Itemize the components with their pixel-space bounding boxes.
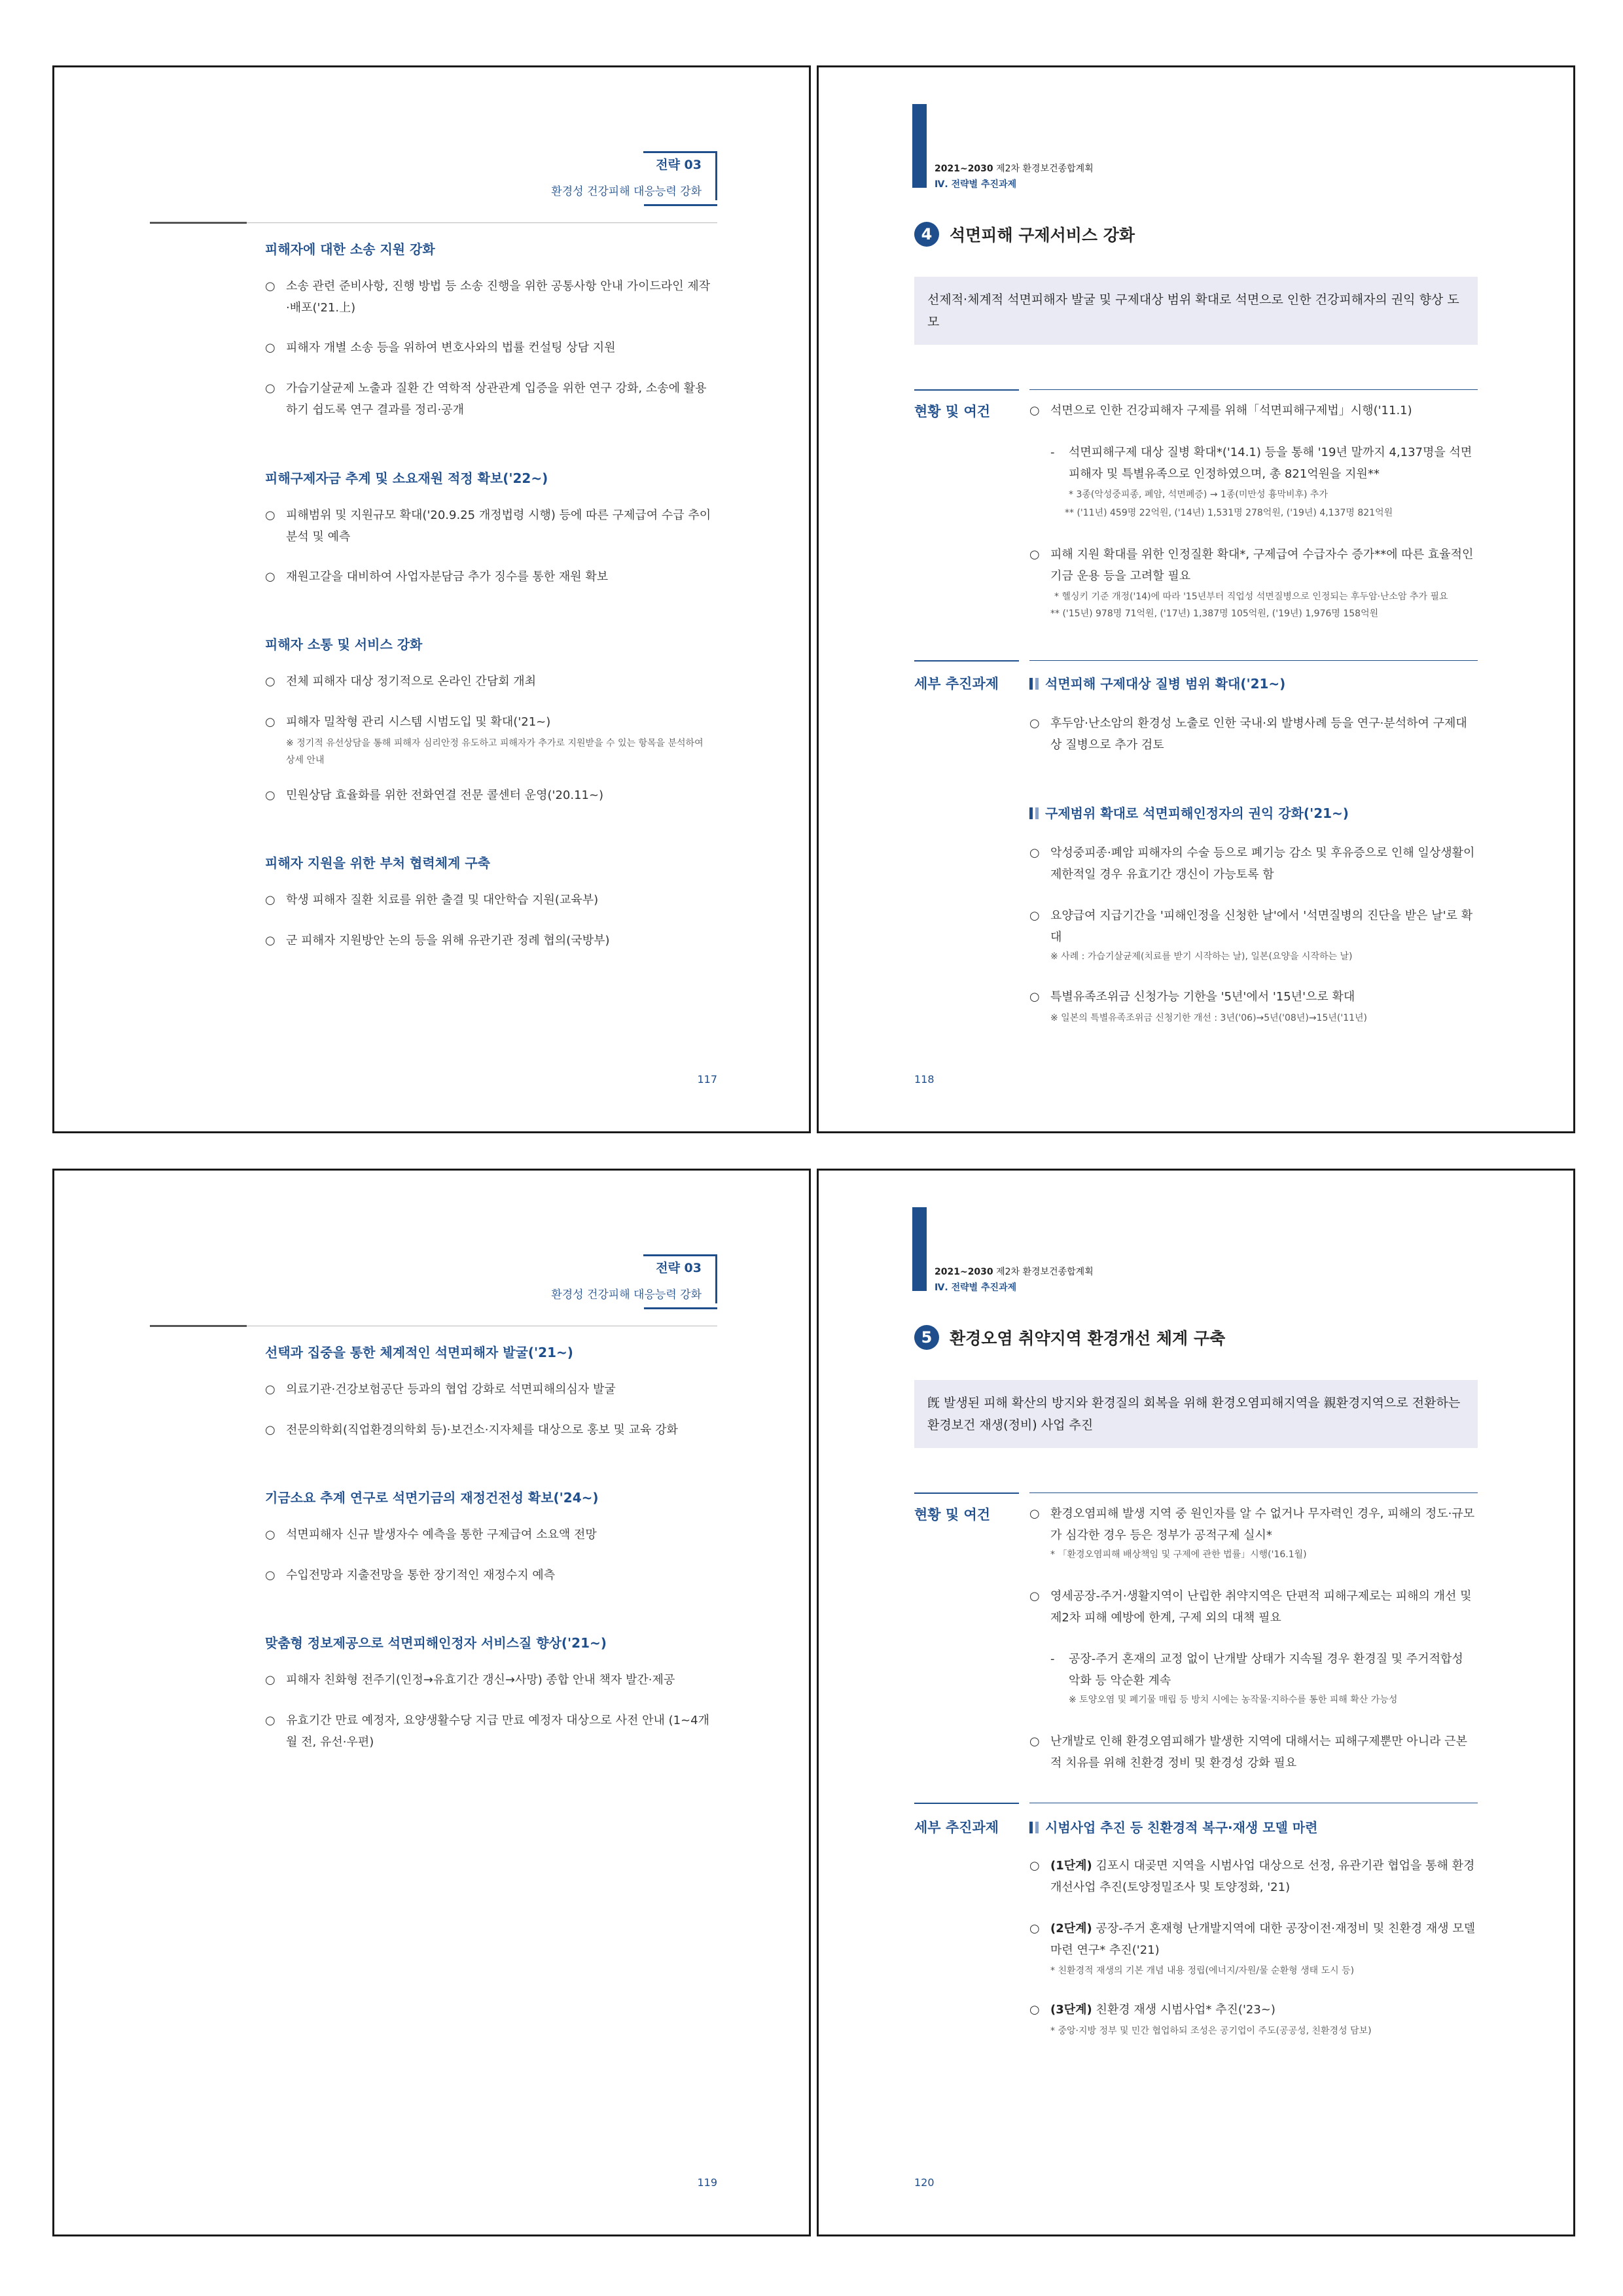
bullet-icon: ○	[1029, 404, 1040, 417]
bullet-icon: ○	[265, 934, 276, 947]
task-title	[914, 1325, 1225, 1350]
list-item: ○ 요양급여 지급기간을 '피해인정을 신청한 날'에서 '석면질병의 진단을 받은 날'로 확대	[1029, 905, 1478, 948]
section-title: 선택과 집중을 통한 체계적인 석면피해자 발굴('21~)	[265, 1345, 573, 1360]
header-bar	[644, 1307, 717, 1309]
section-title: 맞춤형 정보제공으로 석면피해인정자 서비스질 향상('21~)	[265, 1635, 607, 1651]
subtask-title: 석면피해 구제대상 질병 범위 확대('21~)	[1029, 673, 1285, 692]
footnote: * 중앙·지방 정부 및 민간 협업하되 조성은 공기업이 주도(공공성, 친환경성 담보)	[1050, 2026, 1372, 2036]
bullet-icon: ○	[265, 1673, 276, 1687]
list-item: ○ 영세공장-주거·생활지역이 난립한 취약지역은 단편적 피해구제로는 피해의 개선 및 제2차 피해 예방에 한계, 구제 외의 대책 필요	[1029, 1585, 1478, 1629]
chapter-label: Ⅳ. 전략별 추진과제	[935, 1282, 1017, 1293]
bullet-icon: ○	[265, 1383, 276, 1396]
page-117	[52, 65, 811, 1133]
bullet-icon: ○	[1029, 548, 1040, 561]
list-item: ○ 의료기관·건강보험공단 등과의 협업 강화로 석면피해의심자 발굴	[265, 1379, 713, 1400]
bullet-icon: ○	[1029, 1589, 1040, 1603]
section-label-status: 현황 및 여건	[914, 1507, 991, 1523]
bullet-icon: ○	[265, 675, 276, 688]
footnote: * 「환경오염피해 배상책임 및 구제에 관한 법률」시행('16.1월)	[1050, 1549, 1307, 1560]
bullet-icon: ○	[1029, 716, 1040, 730]
list-item: ○ 재원고갈을 대비하여 사업자분담금 추가 징수를 통한 재원 확보	[265, 566, 713, 588]
plan-name: 제2차 환경보건종합계획	[996, 164, 1094, 174]
list-item: ○ 학생 피해자 질환 치료를 위한 출결 및 대안학습 지원(교육부)	[265, 889, 713, 911]
summary-box: 선제적·체계적 석면피해자 발굴 및 구제대상 범위 확대로 석면으로 인한 건강피해자의 권익 향상 도모	[914, 277, 1478, 345]
footnote: ※ 토양오염 및 폐기물 매립 등 방치 시에는 농작물·지하수를 통한 피해 확산 가능성	[1069, 1695, 1398, 1705]
bullet-icon: ○	[1029, 1735, 1040, 1748]
section-title: 피해자에 대한 소송 지원 강화	[265, 241, 435, 257]
page-number: 117	[697, 1073, 717, 1086]
header-frame	[643, 151, 717, 200]
section-rule	[1029, 660, 1478, 661]
footnote: ** ('11년) 459명 22억원, ('14년) 1,531명 278억원, ('19년) 4,137명 821억원	[1065, 508, 1393, 518]
footnote: ※ 정기적 유선상담을 통해 피해자 심리안정 유도하고 피해자가 추가로 지원받을 수 있는 항목을 분석하여 상세 안내	[286, 738, 704, 766]
header-rule	[150, 222, 717, 223]
plan-years: 2021~2030	[935, 164, 993, 174]
footnote: * 헬싱키 기준 개정('14)에 따라 '15년부터 직업성 석면질병으로 인정되는 후두암·난소암 추가 필요	[1054, 592, 1448, 602]
bullet-icon: ○	[1029, 846, 1040, 860]
section-label-tasks: 세부 추진과제	[914, 676, 999, 692]
bullet-icon: ○	[265, 715, 276, 729]
bullet-icon: ○	[1029, 1507, 1040, 1521]
footnote: ※ 사례 : 가습기살균제(치료를 받기 시작하는 날), 일본(요양을 시작하는 날)	[1050, 951, 1353, 962]
bullet-icon: ○	[265, 341, 276, 355]
list-item: ○ 피해범위 및 지원규모 확대('20.9.25 개정법령 시행) 등에 따른 구제급여 수급 추이 분석 및 예측	[265, 504, 713, 548]
list-item: ○ 피해 지원 확대를 위한 인정질환 확대*, 구제급여 수급자수 증가**에 따른 효율적인 기금 운용 등을 고려할 필요	[1029, 544, 1478, 587]
page-118	[817, 65, 1575, 1133]
task-heading: 환경오염 취약지역 환경개선 체계 구축	[950, 1329, 1226, 1348]
section-rule	[1029, 389, 1478, 390]
strategy-tag: 전략 03	[656, 158, 702, 172]
summary-box: 旣 발생된 피해 확산의 방지와 환경질의 회복을 위해 환경오염피해지역을 親환경지역으로 전환하는 환경보건 재생(정비) 사업 추진	[914, 1380, 1478, 1448]
step-item: ○ (2단계) 공장-주거 혼재형 난개발지역에 대한 공장이전·재정비 및 친환경 재생 모델 마련 연구* 추진('21)	[1029, 1918, 1478, 1961]
bullet-icon: ○	[265, 788, 276, 802]
bullet-icon: ○	[265, 1423, 276, 1437]
bullet-icon: ○	[1029, 1859, 1040, 1873]
strategy-header	[551, 151, 717, 203]
subtask-title: 구제범위 확대로 석면피해인정자의 권익 강화('21~)	[1029, 803, 1349, 822]
footnote: * 친환경적 재생의 기본 개념 내용 정립(에너지/자원/물 순환형 생태 도시 등)	[1050, 1966, 1355, 1976]
step-item: ○ (1단계) 김포시 대곶면 지역을 시범사업 대상으로 선정, 유관기관 협업을 통해 환경개선사업 추진(토양정밀조사 및 토양정화, '21)	[1029, 1855, 1478, 1898]
footnote: ** ('15년) 978명 71억원, ('17년) 1,387명 105억원, ('19년) 1,976명 158억원	[1050, 609, 1379, 619]
subtask-title: 시범사업 추진 등 친환경적 복구·재생 모델 마련	[1029, 1817, 1317, 1836]
task-number: 4	[914, 222, 939, 247]
bullet-icon: ○	[1029, 2003, 1040, 2017]
page-120	[817, 1169, 1575, 2236]
bullet-icon: ○	[265, 570, 276, 584]
list-item: ○ 석면으로 인한 건강피해자 구제를 위해「석면피해구제법」시행('11.1)	[1029, 400, 1478, 421]
list-item: ○ 악성중피종·폐암 피해자의 수술 등으로 폐기능 감소 및 후유증으로 인해 일상생활이 제한적일 경우 유효기간 갱신이 가능토록 함	[1029, 842, 1478, 885]
page-119	[52, 1169, 811, 2236]
section-rule	[914, 1492, 1019, 1494]
list-item: ○ 피해자 친화형 전주기(인정→유효기간 갱신→사망) 종합 안내 책자 발간·제공	[265, 1669, 713, 1691]
strategy-tag: 전략 03	[656, 1261, 702, 1275]
section-title: 피해자 지원을 위한 부처 협력체계 구축	[265, 855, 490, 871]
bullet-icon: ○	[265, 1568, 276, 1582]
plan-years: 2021~2030	[935, 1267, 993, 1277]
bullet-icon: ○	[265, 279, 276, 293]
header-block	[912, 104, 927, 188]
list-item: ○ 환경오염피해 발생 지역 중 원인자를 알 수 없거나 무자력인 경우, 피해의 정도·규모가 심각한 경우 등은 정부가 공적구제 실시*	[1029, 1503, 1478, 1546]
step-item: ○ (3단계) 친환경 재생 시범사업* 추진('23~)	[1029, 1999, 1478, 2021]
list-item: ○ 난개발로 인해 환경오염피해가 발생한 지역에 대해서는 피해구제뿐만 아니라 근본적 치유를 위해 친환경 정비 및 환경성 강화 필요	[1029, 1731, 1478, 1774]
list-item: ○ 전문의학회(직업환경의학회 등)·보건소·지자체를 대상으로 홍보 및 교육 강화	[265, 1419, 713, 1441]
header-block	[912, 1207, 927, 1291]
list-item: ○ 특별유족조위금 신청가능 기한을 '5년'에서 '15년'으로 확대	[1029, 986, 1478, 1008]
list-item: ○ 가습기살균제 노출과 질환 간 역학적 상관관계 입증을 위한 연구 강화, 소송에 활용하기 쉽도록 연구 결과를 정리·공개	[265, 378, 713, 421]
chapter-label: Ⅳ. 전략별 추진과제	[935, 179, 1017, 190]
section-title: 피해자 소통 및 서비스 강화	[265, 637, 423, 652]
list-item: ○ 피해자 밀착형 관리 시스템 시범도입 및 확대('21~)	[265, 711, 713, 733]
task-heading: 석면피해 구제서비스 강화	[950, 226, 1135, 245]
task-title	[914, 222, 1135, 247]
page-number: 118	[914, 1073, 935, 1086]
list-item: ○ 후두암·난소암의 환경성 노출로 인한 국내·외 발병사례 등을 연구·분석하여 구제대상 질병으로 추가 검토	[1029, 713, 1478, 756]
footnote: * 3종(악성중피종, 폐암, 석면폐증) → 1종(미만성 흉막비후) 추가	[1069, 489, 1328, 500]
bullet-icon: ○	[1029, 909, 1040, 923]
section-rule	[914, 660, 1019, 662]
list-item: ○ 유효기간 만료 예정자, 요양생활수당 지급 만료 예정자 대상으로 사전 안내 (1~4개월 전, 유선·우편)	[265, 1710, 713, 1753]
page-number: 119	[697, 2176, 717, 2189]
section-rule	[914, 389, 1019, 391]
section-rule	[1029, 1492, 1478, 1493]
footnote: ※ 일본의 특별유족조위금 신청기한 개선 : 3년('06)→5년('08년)→15년('11년)	[1050, 1013, 1368, 1023]
dash-item: - 공장-주거 혼재의 교정 없이 난개발 상태가 지속될 경우 환경질 및 주거적합성 악화 등 악순환 계속	[1050, 1652, 1463, 1687]
list-item: ○ 전체 피해자 대상 정기적으로 온라인 간담회 개최	[265, 671, 713, 692]
section-label-status: 현황 및 여건	[914, 404, 991, 419]
header-bar	[644, 204, 717, 206]
page-number: 120	[914, 2176, 935, 2189]
list-item: ○ 석면피해자 신규 발생자수 예측을 통한 구제급여 소요액 전망	[265, 1524, 713, 1545]
bullet-icon: ○	[265, 508, 276, 522]
bullet-icon: ○	[1029, 1922, 1040, 1935]
section-rule	[914, 1803, 1019, 1804]
bullet-icon: ○	[1029, 990, 1040, 1004]
strategy-subtitle: 환경성 건강피해 대응능력 강화	[551, 1288, 702, 1301]
task-number: 5	[914, 1325, 939, 1350]
section-title: 기금소요 추계 연구로 석면기금의 재정건전성 확보('24~)	[265, 1490, 599, 1506]
list-item: ○ 피해자 개별 소송 등을 위하여 변호사와의 법률 컨설팅 상담 지원	[265, 337, 713, 359]
list-item: ○ 소송 관련 준비사항, 진행 방법 등 소송 진행을 위한 공통사항 안내 가이드라인 제작·배포('21.上)	[265, 275, 713, 319]
list-item: ○ 민원상담 효율화를 위한 전화연결 전문 콜센터 운영('20.11~)	[265, 785, 713, 806]
bullet-icon: ○	[265, 893, 276, 907]
bullet-icon: ○	[265, 1714, 276, 1727]
bullet-icon: ○	[265, 1528, 276, 1542]
bullet-icon: ○	[265, 381, 276, 395]
dash-item: - 석면피해구제 대상 질병 확대*('14.1) 등을 통해 '19년 말까지 4,137명을 석면피해자 및 특별유족으로 인정하였으며, 총 821억원을 지원**	[1050, 446, 1472, 481]
list-item: ○ 수입전망과 지출전망을 통한 장기적인 재정수지 예측	[265, 1564, 713, 1586]
header-frame	[643, 1254, 717, 1303]
section-title: 피해구제자금 추계 및 소요재원 적정 확보('22~)	[265, 470, 548, 486]
plan-name: 제2차 환경보건종합계획	[996, 1267, 1094, 1277]
strategy-header	[551, 1254, 717, 1307]
section-label-tasks: 세부 추진과제	[914, 1820, 999, 1835]
list-item: ○ 군 피해자 지원방안 논의 등을 위해 유관기관 정례 협의(국방부)	[265, 930, 713, 951]
strategy-subtitle: 환경성 건강피해 대응능력 강화	[551, 185, 702, 198]
